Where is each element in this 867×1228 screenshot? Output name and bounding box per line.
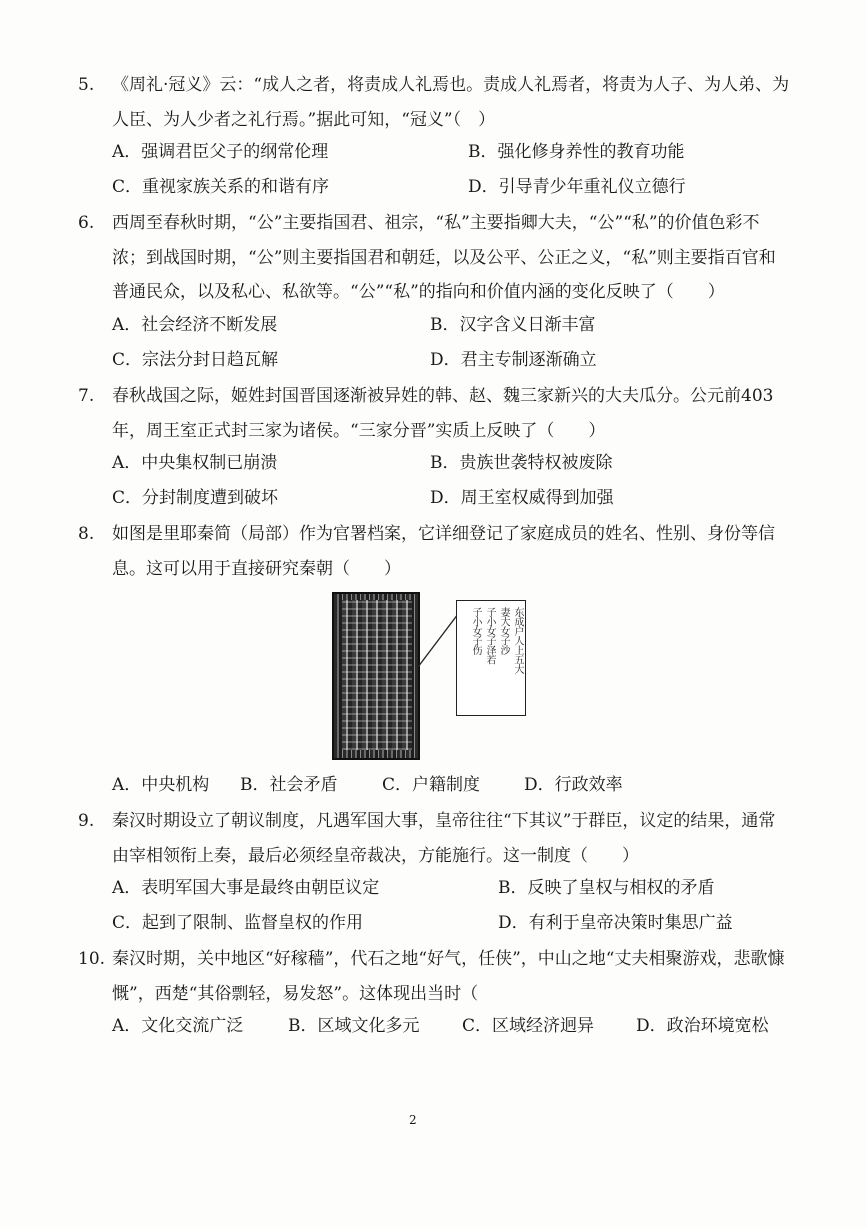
question-text: 《周礼·冠义》云：“成人之者，将责成人礼焉也。责成人礼焉者，将责为人子、为人弟、为人臣、为人少者之礼行焉。”据此可知，“冠义”（ ）: [112, 75, 790, 130]
options-row: [112, 310, 812, 344]
option-a[interactable]: A．表明军国大事是最终由朝臣议定: [112, 878, 380, 898]
question-7: [78, 379, 790, 448]
question-5: [78, 68, 790, 137]
option-d[interactable]: D．君主专制逐渐确立: [430, 350, 597, 370]
option-a[interactable]: A．中央机构: [112, 775, 210, 795]
option-c[interactable]: C．重视家族关系的和谐有序: [112, 177, 330, 197]
question-number: 8.: [78, 524, 95, 544]
option-d[interactable]: D．周王室权威得到加强: [430, 488, 614, 508]
question-8: [78, 517, 790, 586]
options-row: [112, 770, 812, 804]
callout-line: [418, 592, 458, 672]
question-number: 5.: [78, 75, 95, 95]
slip-transcription-box: [456, 600, 526, 716]
option-a[interactable]: A．中央集权制已崩溃: [112, 453, 278, 473]
options-row: [112, 908, 812, 942]
option-b[interactable]: B．汉字含义日渐丰富: [430, 315, 596, 335]
option-b[interactable]: B．反映了皇权与相权的矛盾: [498, 878, 715, 898]
option-b[interactable]: B．强化修身养性的教育功能: [468, 142, 685, 162]
options-row: [112, 172, 812, 206]
question-text: 春秋战国之际，姬姓封国晋国逐渐被异姓的韩、赵、魏三家新兴的大夫瓜分。公元前403年，周王室正式封三家为诸侯。“三家分晋”实质上反映了（ ）: [112, 386, 774, 441]
option-d[interactable]: D．引导青少年重礼仪立德行: [468, 177, 686, 197]
slip-column: 子小女子伤: [470, 607, 481, 655]
question-text: 秦汉时期，关中地区“好稼穑”，代石之地“好气，任侠”，中山之地“丈夫相聚游戏，悲歌慷慨”，西楚“其俗剽轻，易发怒”。这体现出当时（: [112, 949, 785, 1004]
option-d[interactable]: D．政治环境宽松: [636, 1016, 769, 1036]
question-number: 6.: [78, 213, 95, 233]
options-row: [112, 345, 812, 379]
option-c[interactable]: C．分封制度遭到破坏: [112, 488, 279, 508]
page-number: 2: [409, 1113, 417, 1127]
question-9: [78, 804, 790, 873]
options-row: [112, 873, 812, 907]
option-b[interactable]: B．社会矛盾: [240, 775, 338, 795]
options-row: [112, 137, 812, 171]
question-text: 如图是里耶秦简（局部）作为官署档案，它详细登记了家庭成员的姓名、性别、身份等信息。这可以用于直接研究秦朝（ ）: [112, 524, 775, 579]
options-row: [112, 448, 812, 482]
question-text: 西周至春秋时期，“公”主要指国君、祖宗，“私”主要指卿大夫，“公”“私”的价值色彩不浓；到战国时期，“公”则主要指国君和朝廷，以及公平、公正之义，“私”则主要指百官和普通民众，以及私心、私欲等。“公”“私”的指向和价值内涵的变化反映了（ ）: [112, 213, 776, 302]
option-d[interactable]: D．行政效率: [524, 775, 623, 795]
question-number: 9.: [78, 811, 95, 831]
option-d[interactable]: D．有利于皇帝决策时集思广益: [498, 913, 733, 933]
liye-qin-slip-figure: [332, 592, 528, 762]
option-c[interactable]: C．起到了限制、监督皇权的作用: [112, 913, 364, 933]
question-10: [78, 942, 790, 1011]
option-b[interactable]: B．区域文化多元: [288, 1016, 420, 1036]
option-a[interactable]: A．社会经济不断发展: [112, 315, 278, 335]
slip-column: 妻大女子沙: [498, 607, 509, 655]
options-row: [112, 1011, 812, 1045]
slip-column: 子小女子泽若: [484, 607, 495, 664]
options-row: [112, 483, 812, 517]
option-c[interactable]: C．区域经济迥异: [462, 1016, 595, 1036]
question-6: [78, 206, 790, 310]
question-text: 秦汉时期设立了朝议制度，凡遇军国大事，皇帝往往“下其议”于群臣，议定的结果，通常由宰相领衔上奏，最后必须经皇帝裁决，方能施行。这一制度（ ）: [112, 811, 776, 866]
option-a[interactable]: A．文化交流广泛: [112, 1016, 244, 1036]
question-number: 10.: [78, 949, 106, 969]
bamboo-slip-photo: [332, 592, 420, 760]
slip-column: 东成户人上五大: [512, 607, 523, 674]
option-c[interactable]: C．宗法分封日趋瓦解: [112, 350, 279, 370]
option-a[interactable]: A．强调君臣父子的纲常伦理: [112, 142, 329, 162]
option-b[interactable]: B．贵族世袭特权被废除: [430, 453, 613, 473]
question-number: 7.: [78, 386, 95, 406]
option-c[interactable]: C．户籍制度: [382, 775, 481, 795]
